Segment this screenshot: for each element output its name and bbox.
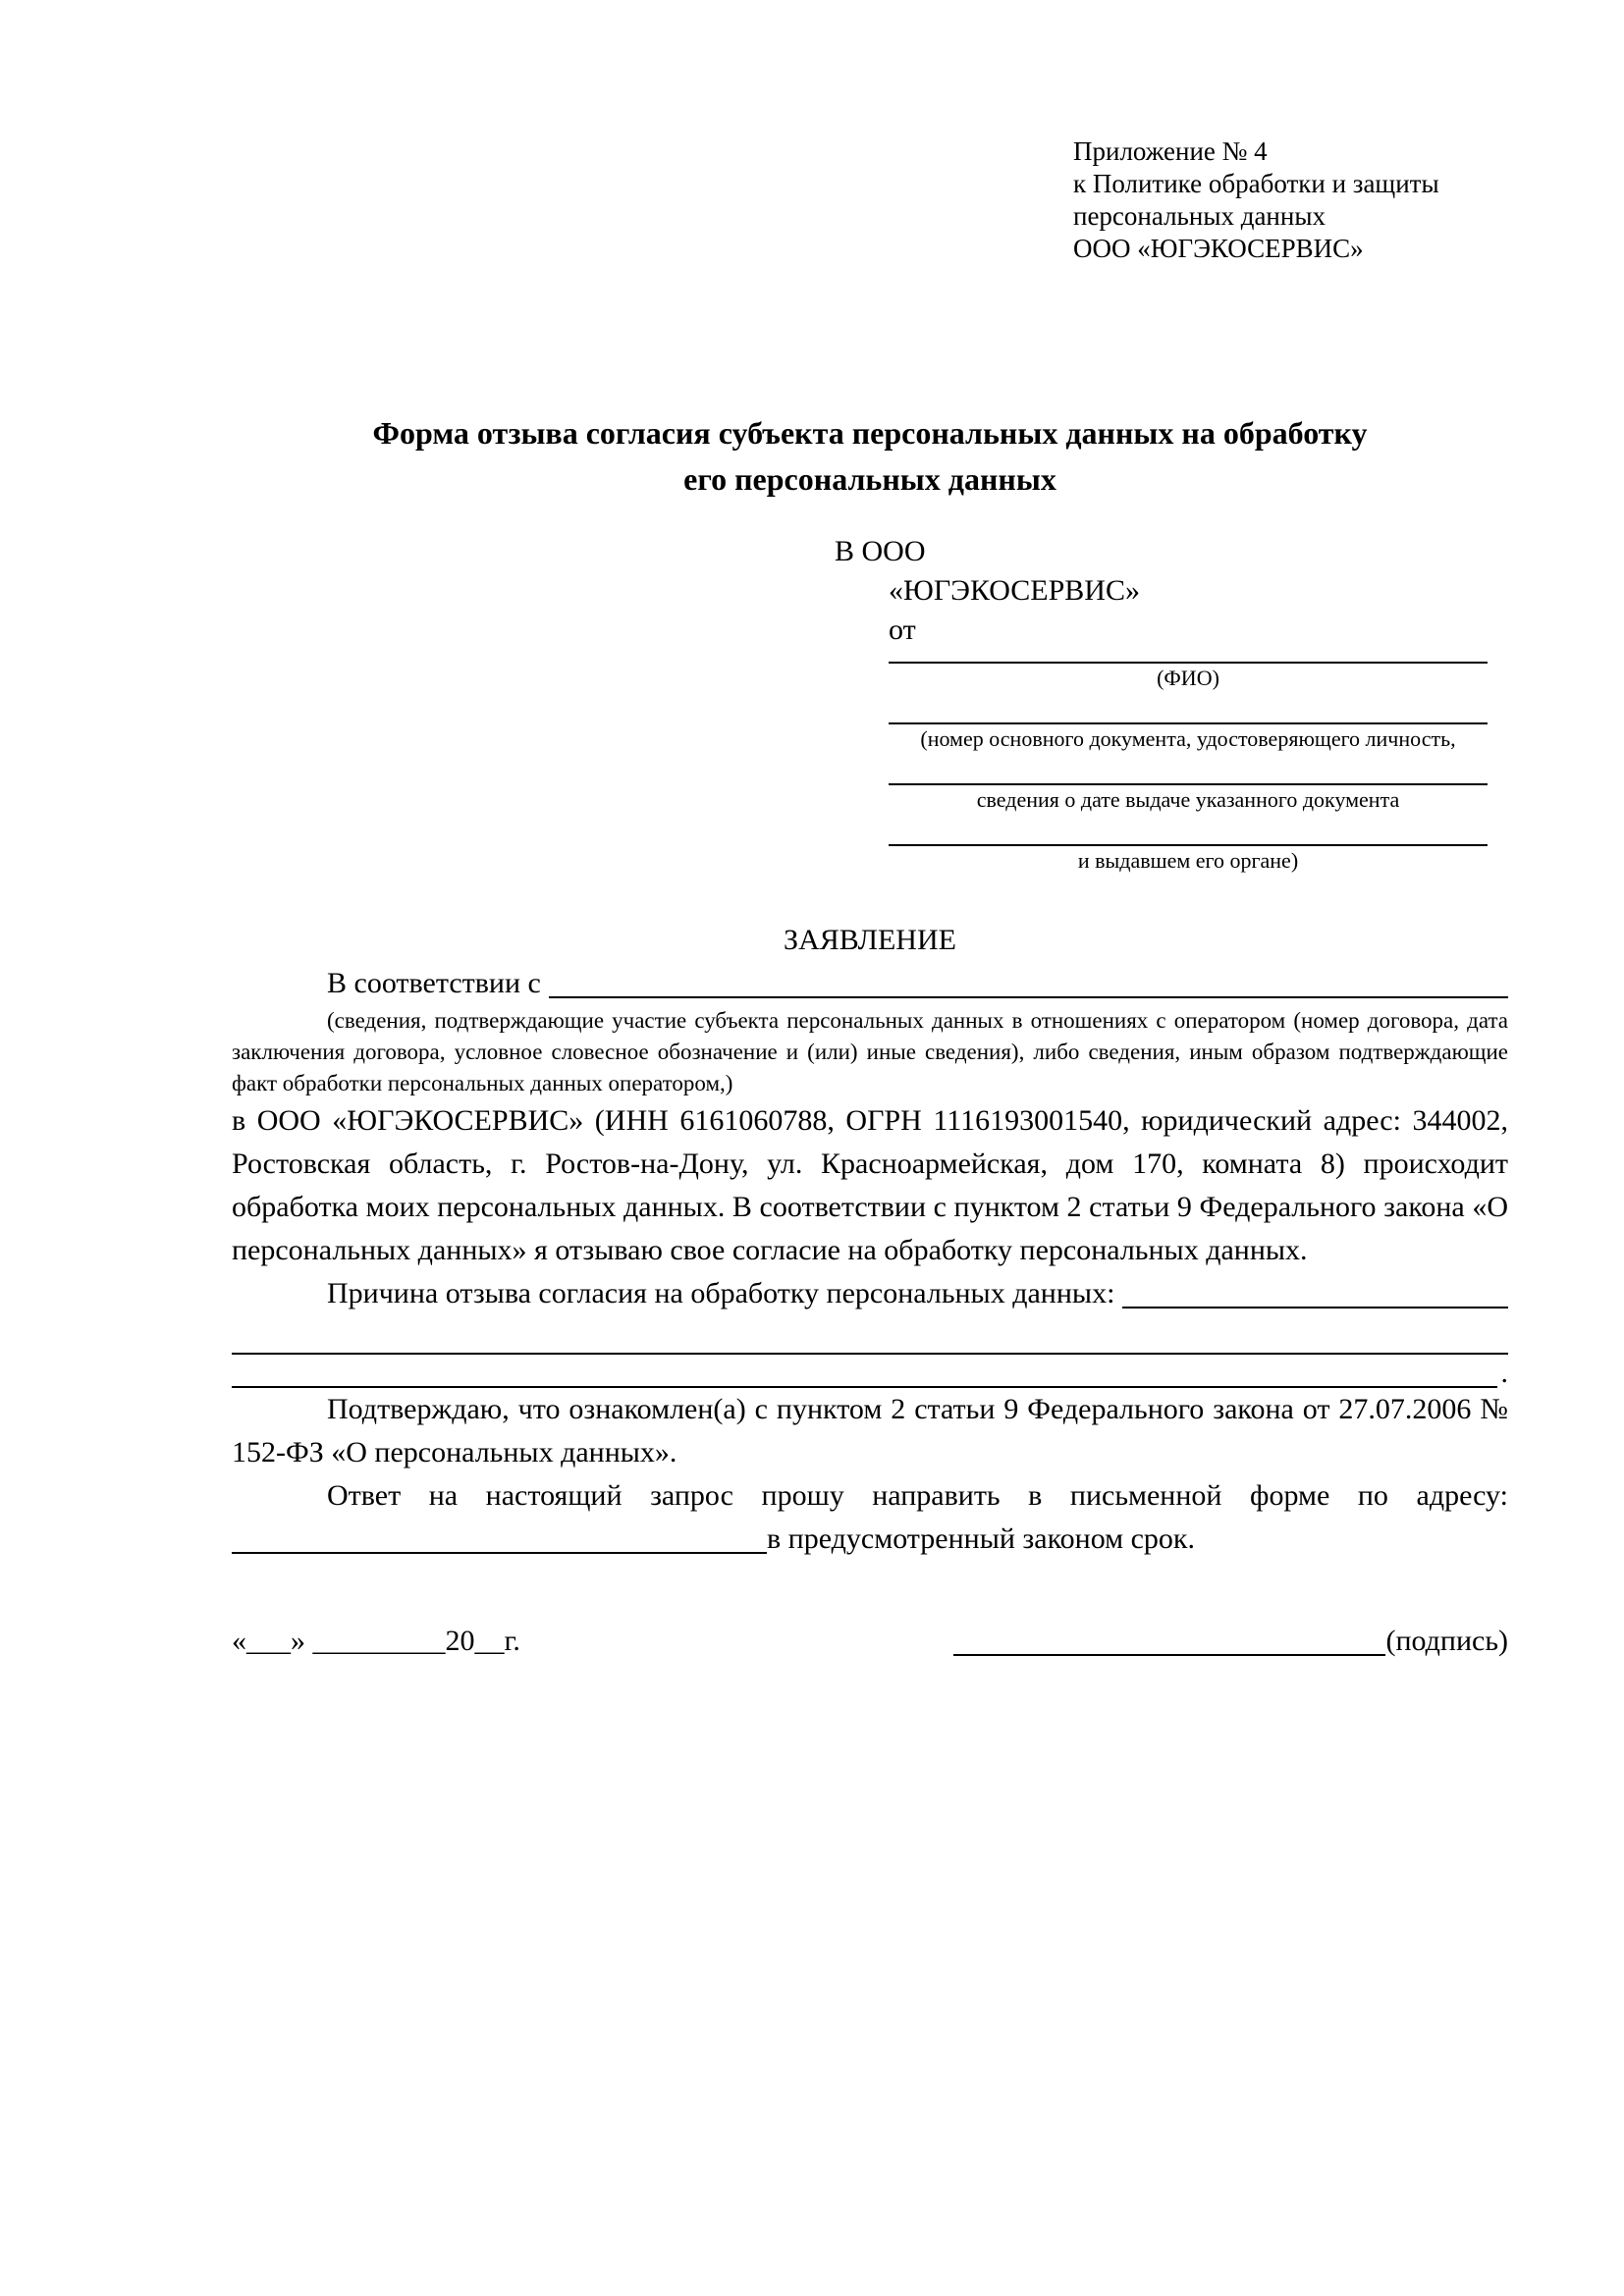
reason-blank-row-3 [232,1355,1508,1388]
fio-field [889,650,1488,693]
appendix-header-line-4: ООО «ЮГЭКОСЕРВИС» [1073,234,1364,263]
signature-field [953,1620,1508,1663]
addressee-block [835,532,1508,876]
issuing-authority-blank-line [889,815,1488,846]
issuing-authority-caption: и выдавшем его органе) [1077,848,1299,873]
document-number-field [889,693,1488,754]
document-number-caption: (номер основного документа, удостоверяющего личность, [920,726,1456,751]
issue-date-blank-line [889,754,1488,785]
footer-row [232,1620,1508,1663]
signature-caption: (подпись) [1385,1625,1508,1657]
appendix-header-line-2: к Политике обработки и защиты [1073,169,1439,198]
reason-period: . [1500,1357,1508,1389]
issue-date-field [889,754,1488,815]
appendix-header [1073,135,1508,265]
date-line: «___» _________20__г. [232,1625,520,1657]
accordance-line [232,962,1508,1005]
document-title-line-1: Форма отзыва согласия субъекта персональных данных на обработку [372,415,1368,451]
confirm-paragraph: Подтверждаю, что ознакомлен(а) с пунктом 2 статьи 9 Федерального закона от 27.07.2006 № 152-ФЗ «О персональных данных». [232,1393,1508,1468]
issue-date-caption: сведения о дате выдаче указанного документа [976,787,1400,812]
addressee-from: от [889,614,916,646]
reason-line [232,1272,1508,1315]
addressee-org: «ЮГЭКОСЕРВИС» [889,574,1140,607]
statement-body: в ООО «ЮГЭКОСЕРВИС» (ИНН 6161060788, ОГРН 1116193001540, юридический адрес: 344002, Ростовская область, г. Ростов-на-Дону, ул. Красноармейская, дом 170, комната 8) происходит обработка моих персональных данных. В соответствии с пунктом 2 статьи 9 Федерального закона «О персональных данных» я отзываю свое согласие на обработку персональных данных. [232,1104,1508,1266]
statement-note: (сведения, подтверждающие участие субъекта персональных данных в отношениях с оператором (номер договора, дата заключения договора, условное словесное обозначение и (или) иные сведения), либо сведения, иным образом подтверждающие факт обработки персональных данных оператором,) [232,1008,1508,1095]
issuing-authority-field [889,815,1488,876]
addressee-to: В ООО [835,535,926,567]
reason-blank-line-2 [232,1353,1508,1355]
signature-blank-line [953,1654,1385,1656]
reply-address-blank-line [232,1552,767,1554]
reply-address-line: Ответ на настоящий запрос прошу направить в письменной форме по адресу: [327,1479,1508,1512]
fio-caption: (ФИО) [1157,666,1219,690]
reply-term-line [232,1518,1508,1561]
appendix-header-line-1: Приложение № 4 [1073,136,1268,166]
document-title [232,410,1508,503]
document-title-line-2: его персональных данных [683,461,1056,497]
accordance-blank-line [549,996,1508,998]
reason-blank-line-1 [1122,1307,1508,1308]
reason-prefix: Причина отзыва согласия на обработку персональных данных: [327,1277,1115,1309]
appendix-header-line-3: персональных данных [1073,201,1326,231]
statement-heading: ЗАЯВЛЕНИЕ [784,924,956,956]
reply-suffix: в предусмотренный законом срок. [767,1522,1195,1555]
document-number-blank-line [889,693,1488,724]
reason-blank-row-2 [232,1315,1508,1355]
accordance-prefix: В соответствии с [327,967,541,999]
fio-blank-line [889,650,1488,664]
